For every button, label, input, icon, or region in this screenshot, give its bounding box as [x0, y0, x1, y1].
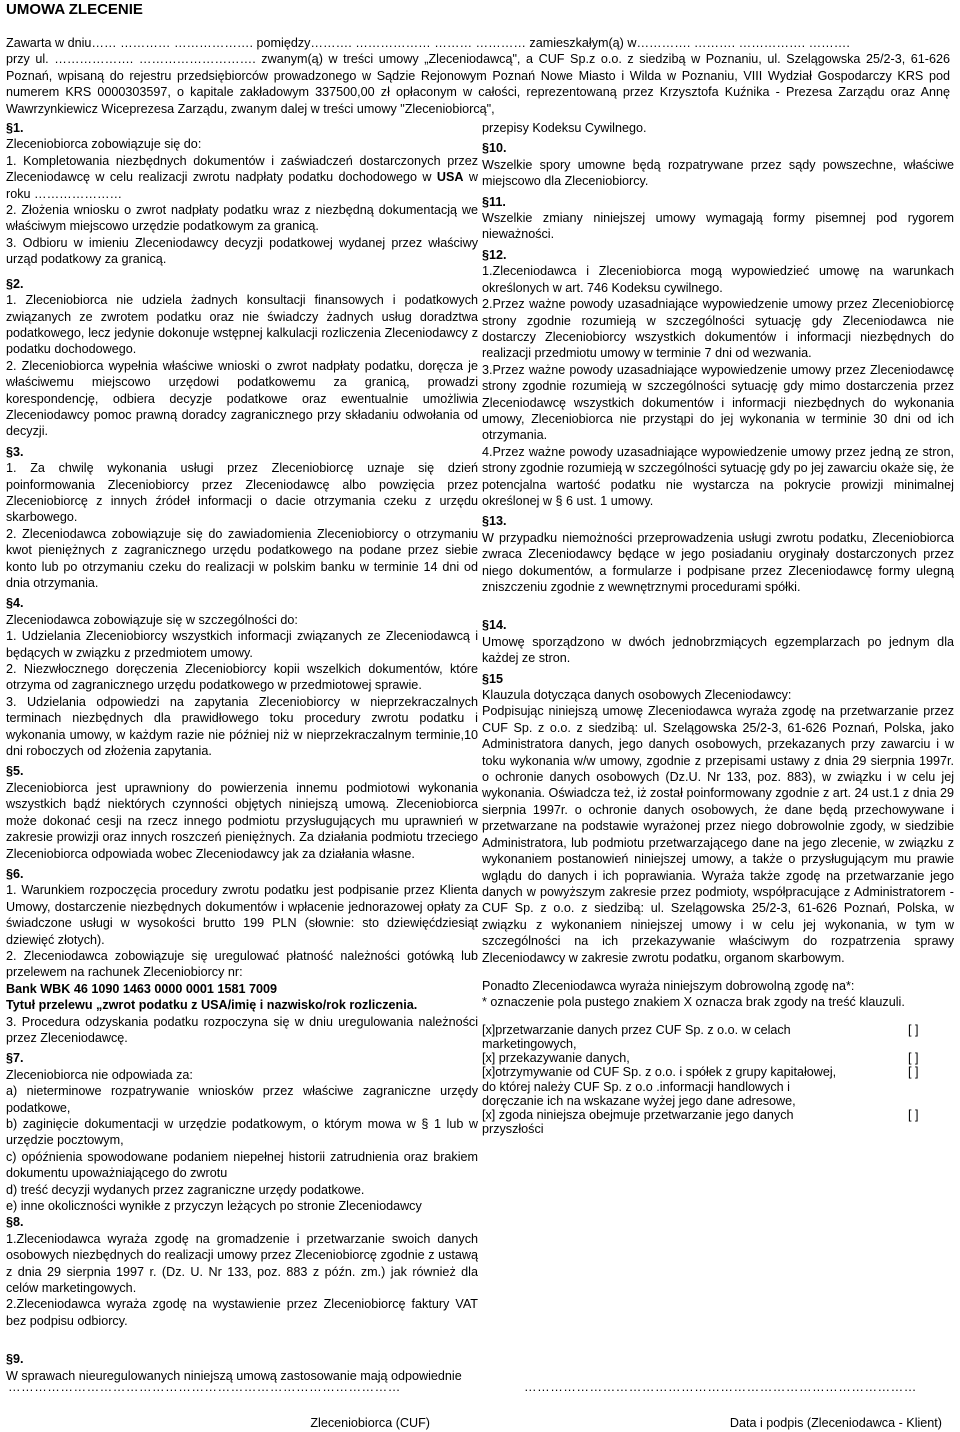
section-14-heading: §14. [482, 618, 507, 633]
section-6-point-1: 1. Warunkiem rozpoczęcia procedury zwrotu podatku jest podpisanie przez Klienta Umowy, dostarczenie niezbędnych dokumentów i wpłacenie jednorazowej opłaty za świadczone usługi w wysokości brutto 199 PLN (słownie: sto dziewięćdziesiąt dziewięć złotych). [6, 883, 478, 947]
section-6-point-2: 2. Zleceniodawca zobowiązuje się uregulować płatność należności gotówką lub przelewem na rachunek Zleceniobiorcy nr: [6, 948, 478, 980]
section-15-heading: §15 [482, 671, 504, 686]
section-9-text: W sprawach nieuregulowanych niniejszą umową zastosowanie mają odpowiednie [6, 1368, 462, 1383]
section-3-point-2: 2. Zleceniodawca zobowiązuje się do zawiadomienia Zleceniobiorcy o otrzymaniu kwot pieniężnych z zagranicznego urzędu podatkowego na podane przez siebie konto lub po otrzymaniu czeku do realizacji w polskim banku w terminie 14 dni od dnia otrzymania. [6, 526, 478, 590]
signature-label-contractor: Zleceniobiorca (CUF) [310, 1416, 430, 1431]
section-4-point-2: 2. Niezwłocznego doręczenia Zleceniobiorcy kopii wszelkich dokumentów, które otrzyma od zagranicznego urzędu podatkowego w przedmiotowej sprawie. [6, 662, 478, 693]
section-12-point-3: 3.Przez ważne powody uzasadniające wypowiedzenie umowy przez Zleceniodawcę strony zgodnie rozumieją w szczególności sytuację gdy mimo dostarczenia przez Zleceniodawcę wszystkich dokumentów i informacji niezbędnych do wykonania umowy, Zleceniobiorca nie przystąpi do jej wykonania w terminie 30 dni od ich otrzymania. [482, 362, 954, 443]
section-7-item-b: b) zaginięcie dokumentacji w urzędzie podatkowym, o którym mowa w § 1 lub w urzędzie pocztowym, [6, 1117, 478, 1148]
consent-item-text: [x] przekazywanie danych, [482, 1051, 630, 1066]
bank-account-number: Bank WBK 46 1090 1463 0000 0001 1581 7009 [6, 981, 277, 996]
consent-item-text: [x] zgoda niniejsza obejmuje przetwarzanie jego danych przyszłości [482, 1107, 794, 1137]
section-1-point-1-a: 1. Kompletowania niezbędnych dokumentów i zaświadczeń dostarczonych przez Zleceniodawcę w celu realizacji zwrotu nadpłaty podatku dochodowego w [6, 153, 478, 185]
section-4-point-1: 1. Udzielania Zleceniobiorcy wszystkich informacji związanych ze Zleceniodawcą i będących w związku z przedmiotem umowy. [6, 629, 478, 660]
section-7-lead: Zleceniobiorca nie odpowiada za: [6, 1067, 193, 1082]
section-4-heading: §4. [6, 596, 24, 611]
section-12-point-2: 2.Przez ważne powody uzasadniające wypowiedzenie umowy przez Zleceniobiorcę strony zgodnie rozumieją w szczególności sytuację gdy Zleceniodawca nie dostarczy Zleceniobiorcy wszystkich dokumentów i informacji niezbędnych do realizacji przedmiotu umowy w terminie 7 dni od wezwania. [482, 297, 954, 361]
section-13-text: W przypadku niemożności przeprowadzenia usługi zwrotu podatku, Zleceniobiorca zwraca Zleceniodawcy będące w jego posiadaniu oryginały dostarczonych przez niego dokumentów, a formularze i podpisane przez Zleceniodawcę formy ulegną zniszczeniu zgodnie z wewnętrznymi procedurami spółki. [482, 530, 954, 594]
section-1-point-3: 3. Odbioru w imieniu Zleceniodawcy decyzji podatkowej wydanej przez właściwy urząd podatkowy za granicą. [6, 235, 478, 267]
section-1-point-1-b: w roku ………………… [6, 170, 478, 201]
section-5-text: Zleceniobiorca jest uprawniony do powierzenia innemu podmiotowi wykonania wszystkich bądź niektórych czynności objętych niniejszą umową. Zleceniobiorca może dokonać cesji na rzecz innego podmiotu przysługujących mu uprawnień w zakresie prowizji oraz innych roszczeń pieniężnych. Za działania podmiotu trzeciego Zleceniobiorca odpowiada wobec Zleceniodawcy jak za działania własne. [6, 780, 478, 861]
section-7-item-d: d) treść decyzji wydanych przez zagraniczne urzędy podatkowe. [6, 1182, 365, 1197]
intro-line-2: przy ul. ………………. ………………………. zwanym(ą) w treści umowy „Zleceniodawcą", a CUF Sp.z o.o. z siedzibą w Poznaniu, ul. Szelągowska 25/2-3, 61-626 Poznań, wpisaną do rejestru przedsiębiorców prowadzonego w Sądzie Rejonowym Poznań Nowe Miasto i Wilda w Poznaniu, VIII Wydział Gospodarczy KRS pod numerem KRS 0000303597, o kapitale zakładowym 337500,00 zł opłaconym w całości, reprezentowaną przez Krzysztofa Kuźnika - Prezesa Zarządu oraz Annę Wawrzynkiewicz Wiceprezesa Zarządu, zwanym dalej w treści umowy "Zleceniobiorcą", [6, 52, 950, 116]
signature-line-left: ……………………………………………………………………………… [8, 1380, 401, 1394]
contract-intro [6, 35, 950, 117]
transfer-title: Tytuł przelewu „zwrot podatku z USA/imię i nazwisko/rok rozliczenia. [6, 998, 418, 1013]
section-5-heading: §5. [6, 764, 24, 779]
consent-item [482, 1023, 954, 1051]
consent-item-text: [x]otrzymywanie od CUF Sp. z o.o. i spółek z grupy kapitałowej, do której należy CUF Sp. z o.o .informacji handlowych i doręczanie ich na wskazane wyżej jego dane adresowe, [482, 1065, 837, 1108]
signature-block-client [524, 1379, 954, 1432]
consent-item [482, 1065, 954, 1108]
section-12-point-4: 4.Przez ważne powody uzasadniające wypowiedzenie umowy przez jedną ze stron, strony zgodnie rozumieją w szczególności sytuację gdy po jej zawarciu okaże się, że potencjalna wartość podatku nie wystarcza na pokrycie prowizji minimalnej określonej w § 6 ust. 1 umowy. [482, 444, 954, 508]
consent-checkbox[interactable]: [ ] [908, 1107, 919, 1122]
section-1-point-2: 2. Złożenia wniosku o zwrot nadpłaty podatku wraz z niezbędną dokumentacją we właściwym miejscowo urzędzie podatkowym za granicą. [6, 203, 478, 234]
consent-item-text: [x]przetwarzanie danych przez CUF Sp. z o.o. w celach marketingowych, [482, 1022, 791, 1051]
section-7-item-a: a) nieterminowe rozpatrywanie wniosków przez właściwe zagraniczne urzędy podatkowe, [6, 1084, 478, 1115]
section-13-heading: §13. [482, 514, 507, 529]
section-4-point-3: 3. Udzielania odpowiedzi na zapytania Zleceniobiorcy w nieprzekraczalnych terminach niezbędnych dla prawidłowego toku procedury zwrotu podatku i wykonania umowy, w każdym razie nie później niż w nieprzekraczalnym terminie,10 dni roboczych od złożenia zapytania. [6, 694, 478, 759]
section-2-point-1: 1. Zleceniobiorca nie udziela żadnych konsultacji finansowych i podatkowych związanych ze zwrotem podatku oraz nie świadczy żadnych usług doradztwa podatkowego, lecz jedynie dokonuje wstępnej kalkulacji rozliczenia Zleceniodawcy z podatku dochodowego. [6, 293, 478, 357]
extra-consent-lead: Ponadto Zleceniodawca wyraża niniejszym dobrowolną zgodę na*: [482, 978, 855, 993]
section-9-continuation: przepisy Kodeksu Cywilnego. [482, 121, 647, 136]
consent-item [482, 1051, 954, 1065]
section-7-heading: §7. [6, 1051, 24, 1066]
section-8-heading: §8. [6, 1215, 24, 1230]
section-1-lead: Zleceniobiorca zobowiązuje się do: [6, 137, 202, 152]
extra-consent-note: * oznaczenie pola pustego znakiem X oznacza brak zgody na treść klauzuli. [482, 995, 905, 1010]
contract-page [0, 1, 960, 1431]
contract-body [4, 120, 956, 1384]
section-8-point-1: 1.Zleceniodawca wyraża zgodę na gromadzenie i przetwarzanie swoich danych osobowych niezbędnych do realizacji umowy przez Zleceniobiorcę zgodnie z ustawą z dnia 29 sierpnia 1997 r. (Dz. U. Nr 133, poz. 883 z późn. zm.) jak również dla celów marketingowych. [6, 1231, 478, 1296]
section-9-heading: §9. [6, 1352, 24, 1367]
section-4-lead: Zleceniodawca zobowiązuje się w szczególności do: [6, 612, 298, 627]
section-12-point-1: 1.Zleceniodawca i Zleceniobiorca mogą wypowiedzieć umowę na warunkach określonych w art. 746 Kodeksu cywilnego. [482, 264, 954, 295]
section-10-text: Wszelkie spory umowne będą rozpatrywane przez sądy powszechne, właściwe miejscowo dla Zleceniobiorcy. [482, 157, 954, 189]
signature-label-client: Data i podpis (Zleceniodawca - Klient) [729, 1416, 942, 1431]
section-11-heading: §11. [482, 194, 506, 209]
signature-block-contractor [8, 1379, 438, 1432]
section-1-heading: §1. [6, 121, 24, 136]
section-15-lead: Klauzula dotycząca danych osobowych Zleceniodawcy: [482, 688, 792, 703]
consent-list [482, 1023, 954, 1137]
section-1-point-1 [6, 153, 478, 202]
country-usa: USA [436, 170, 464, 185]
section-3-heading: §3. [6, 444, 24, 459]
consent-checkbox[interactable]: [ ] [908, 1065, 919, 1080]
section-2-heading: §2. [6, 276, 24, 291]
section-6-heading: §6. [6, 866, 24, 881]
section-15-text: Podpisując niniejszą umowę Zleceniodawca wyraża zgodę na przetwarzanie przez CUF Sp. z o.o. z siedzibą: ul. Szelągowska 25/2-3, 61-626 Poznań, Polska, jako Administratora danych, jego danych osobowych, przekazanych przy zawarciu i w toku wykonania w/w umowy, zgodnie z przepisami ustawy z dnia 29 sierpnia 1997r. o ochronie danych osobowych (Dz.U. Nr 133, poz. 883), w związku i w celu jej wykonania. Oświadcza też, iż został poinformowany zgodnie z art. 24 ust.1 z dnia 29 sierpnia 1997r. o ochronie danych osobowych, że dane będą przechowywane i przetwarzane na podstawie wyrażonej przez niego dobrowolnie zgody, w siedzibie Administratora, lub podmiotu przetwarzającego dane na jego zlecenie, w związku z wykonaniem postanowień niniejszej umowy, a także o przysługującym mu prawie wglądu do danych i ich poprawiania. Wyraża także zgodę na przetwarzanie jego danych w powyższym zakresie przez podmioty, współpracujące z Administratorem - CUF Sp. z o.o. z siedzibą: ul. Szelągowska 25/2-3, 61-626 Poznań, Polska, w związku z wykonaniem niniejszej umowy i w celu jej wykonania, w tym w szczególności na ich przekazywanie właściwym do rozpatrzenia sprawy Zleceniodawcy w zakresie zwrotu podatku, organom skarbowym. [482, 704, 954, 965]
section-8-point-2: 2.Zleceniodawca wyraża zgodę na wystawienie przez Zleceniobiorcę faktury VAT bez podpisu odbiorcy. [6, 1297, 478, 1328]
intro-line-1: Zawarta w dniu…… ………… ………………. pomiędzy………. ……………… ……… ………… zamieszkałym(ą) w…………. ………. ……………. ………. [6, 36, 850, 50]
section-12-heading: §12. [482, 247, 507, 262]
section-7-item-e: e) inne okoliczności wynikłe z przyczyn leżących po stronie Zleceniodawcy [6, 1199, 422, 1214]
section-10-heading: §10. [482, 141, 507, 156]
consent-item [482, 1108, 954, 1136]
signature-area [0, 1379, 960, 1432]
right-column [482, 120, 954, 1384]
section-14-text: Umowę sporządzono w dwóch jednobrzmiących egzemplarzach po jednym dla każdej ze stron. [482, 634, 954, 666]
section-7-item-c: c) opóźnienia spowodowane podaniem niepełnej historii zatrudnienia oraz brakiem dokumentu upoważniającego do zwrotu [6, 1149, 478, 1181]
section-6-point-3: 3. Procedura odzyskania podatku rozpoczyna się w dniu uregulowania należności przez Zleceniodawcę. [6, 1014, 478, 1045]
signature-line-right: ……………………………………………………………………………… [524, 1380, 917, 1394]
section-2-point-2: 2. Zleceniobiorca wypełnia właściwe wnioski o zwrot nadpłaty podatku, doręcza je właściwemu miejscowo urzędowi podatkowemu za granicą, prowadzi korespondencję, odbiera decyzje podatkowe oraz ewentualnie umożliwia Zleceniodawcy pomoc prawną doradcy zagranicznego przy składaniu odwołania od decyzji. [6, 358, 478, 439]
consent-checkbox[interactable]: [ ] [908, 1022, 919, 1037]
section-3-point-1: 1. Za chwilę wykonania usługi przez Zleceniobiorcę uznaje się dzień poinformowania Zleceniobiorcy przez Zleceniodawcę albo powzięcia przez Zleceniobiorcę z innych źródeł informacji o dacie otrzymania czeku z urzędu skarbowego. [6, 461, 478, 525]
document-title: UMOWA ZLECENIE [6, 1, 143, 18]
left-column [6, 120, 478, 1384]
consent-checkbox[interactable]: [ ] [908, 1051, 919, 1066]
section-11-text: Wszelkie zmiany niniejszej umowy wymagają formy pisemnej pod rygorem nieważności. [482, 211, 954, 242]
